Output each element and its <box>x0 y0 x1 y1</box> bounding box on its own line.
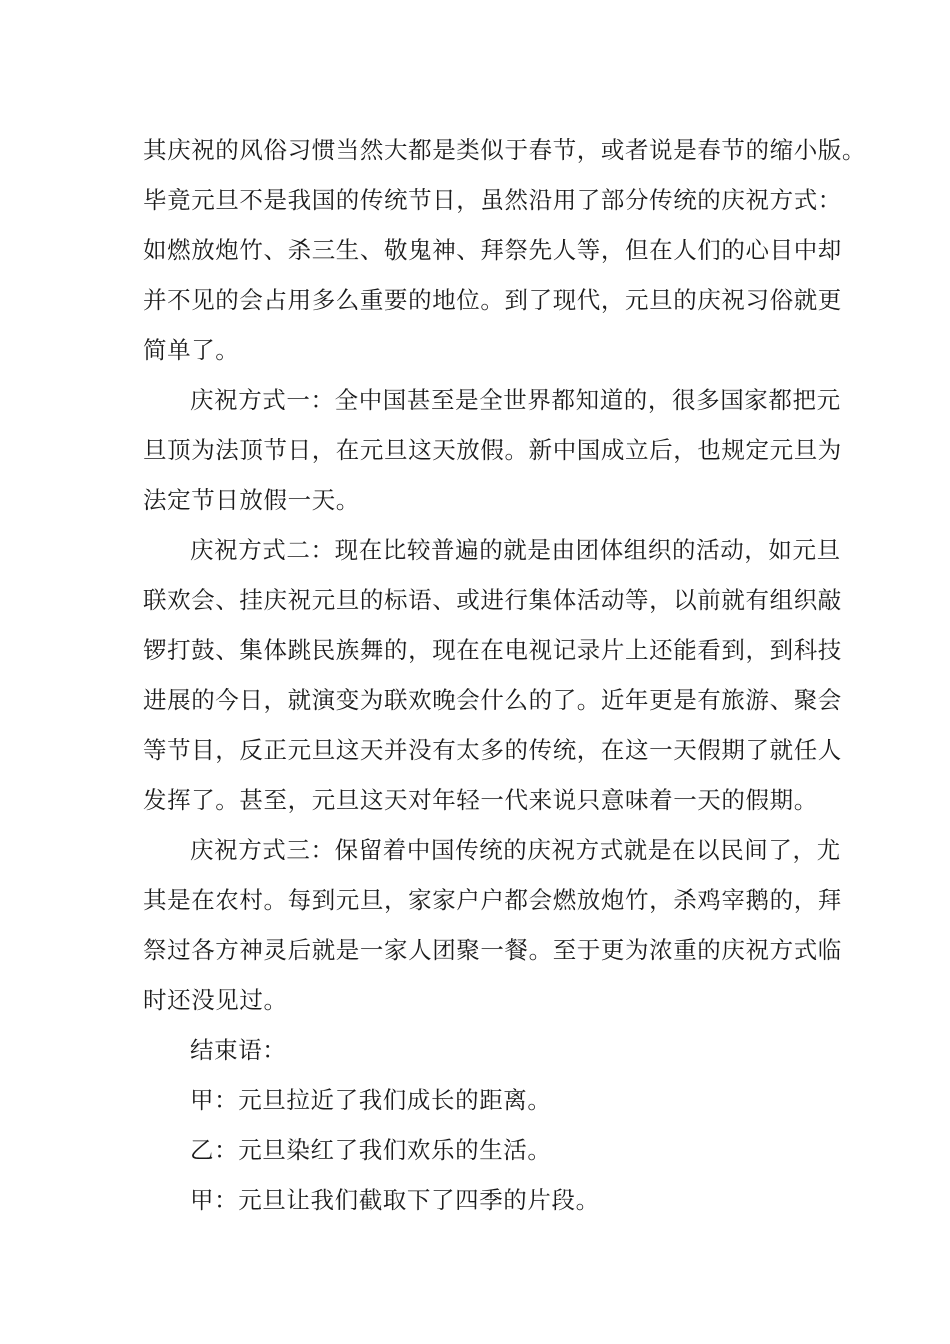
text-line: 并不见的会占用多么重要的地位。到了现代，元旦的庆祝习俗就更 <box>143 286 842 314</box>
text-line: 庆祝方式三：保留着中国传统的庆祝方式就是在以民间了，尤 <box>190 836 841 864</box>
text-line: 祭过各方神灵后就是一家人团聚一餐。至于更为浓重的庆祝方式临 <box>143 936 842 964</box>
text-line: 简单了。 <box>143 336 240 364</box>
text-line: 其庆祝的风俗习惯当然大都是类似于春节，或者说是春节的缩小版。 <box>143 136 866 164</box>
text-line: 乙：元旦染红了我们欢乐的生活。 <box>190 1136 552 1164</box>
text-line: 毕竟元旦不是我国的传统节日，虽然沿用了部分传统的庆祝方式： <box>143 186 842 214</box>
text-line: 其是在农村。每到元旦，家家户户都会燃放炮竹，杀鸡宰鹅的，拜 <box>143 886 842 914</box>
paragraph-method-two <box>143 525 842 825</box>
text-line: 锣打鼓、集体跳民族舞的，现在在电视记录片上还能看到，到科技 <box>143 636 842 664</box>
paragraph-method-one <box>143 375 842 525</box>
text-line: 庆祝方式二：现在比较普遍的就是由团体组织的活动，如元旦 <box>190 536 841 564</box>
text-line: 时还没见过。 <box>143 986 288 1014</box>
paragraph-intro <box>143 125 866 375</box>
text-line: 等节目，反正元旦这天并没有太多的传统，在这一天假期了就任人 <box>143 736 842 764</box>
paragraph-dialogue-jia-1 <box>143 1075 811 1125</box>
text-line: 发挥了。甚至，元旦这天对年轻一代来说只意味着一天的假期。 <box>143 786 818 814</box>
paragraph-dialogue-yi <box>143 1125 811 1175</box>
paragraph-method-three <box>143 825 842 1025</box>
paragraph-dialogue-jia-2 <box>143 1175 811 1225</box>
document-body <box>143 125 866 1225</box>
text-line: 进展的今日，就演变为联欢晚会什么的了。近年更是有旅游、聚会 <box>143 686 842 714</box>
text-line: 结束语： <box>190 1036 287 1064</box>
text-line: 甲：元旦让我们截取下了四季的片段。 <box>190 1186 600 1214</box>
paragraph-closing-heading <box>143 1025 811 1075</box>
text-line: 旦顶为法顶节日，在元旦这天放假。新中国成立后，也规定元旦为 <box>143 436 842 464</box>
text-line: 法定节日放假一天。 <box>143 486 360 514</box>
text-line: 联欢会、挂庆祝元旦的标语、或进行集体活动等，以前就有组织敲 <box>143 586 842 614</box>
text-line: 甲：元旦拉近了我们成长的距离。 <box>190 1086 552 1114</box>
text-line: 如燃放炮竹、杀三生、敬鬼神、拜祭先人等，但在人们的心目中却 <box>143 236 842 264</box>
text-line: 庆祝方式一：全中国甚至是全世界都知道的，很多国家都把元 <box>190 386 841 414</box>
